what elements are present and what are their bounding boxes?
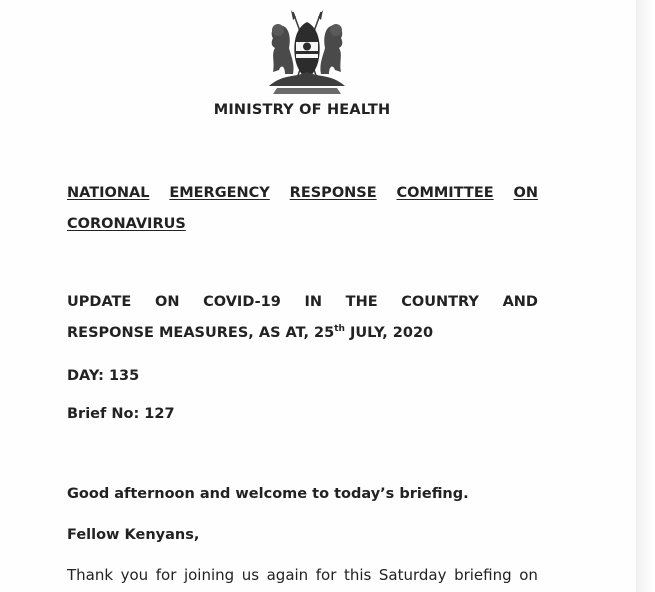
salutation-line: Fellow Kenyans, — [67, 527, 200, 543]
title-word: UPDATE — [67, 294, 132, 310]
body-word: Saturday — [378, 566, 447, 584]
date-suffix: JULY, 2020 — [344, 325, 434, 341]
body-word: for — [155, 566, 177, 584]
body-word: Thank — [67, 566, 114, 584]
kenya-coat-of-arms-emblem — [263, 8, 351, 96]
committee-title-line2: CORONAVIRUS — [67, 216, 186, 232]
date-prefix: RESPONSE MEASURES, AS AT, 25 — [67, 325, 335, 341]
update-title-line1 — [67, 294, 538, 310]
body-word: you — [120, 566, 149, 584]
body-paragraph-line — [67, 566, 538, 584]
body-word: again — [266, 566, 309, 584]
page-edge-shadow — [636, 0, 655, 592]
greeting-line: Good afternoon and welcome to today’s briefing. — [67, 486, 469, 502]
body-word: on — [519, 566, 538, 584]
title-word: COMMITTEE — [396, 185, 494, 201]
update-title-line2 — [67, 325, 538, 341]
brief-number: Brief No: 127 — [67, 406, 175, 422]
title-word: EMERGENCY — [169, 185, 270, 201]
title-word: COUNTRY — [401, 294, 479, 310]
committee-title-line1 — [67, 185, 538, 201]
title-word: IN — [304, 294, 323, 310]
title-word: COVID-19 — [203, 294, 281, 310]
title-word: RESPONSE — [289, 185, 377, 201]
date-ordinal: th — [334, 324, 345, 335]
body-word: briefing — [454, 566, 512, 584]
title-word: ON — [155, 294, 180, 310]
body-word: joining — [183, 566, 235, 584]
ministry-heading: MINISTRY OF HEALTH — [213, 102, 391, 118]
title-word: THE — [345, 294, 378, 310]
title-word: ON — [513, 185, 538, 201]
body-word: this — [343, 566, 372, 584]
title-word: NATIONAL — [67, 185, 150, 201]
body-word: for — [315, 566, 337, 584]
body-word: us — [241, 566, 260, 584]
day-label: DAY: 135 — [67, 368, 140, 384]
title-word: AND — [502, 294, 538, 310]
